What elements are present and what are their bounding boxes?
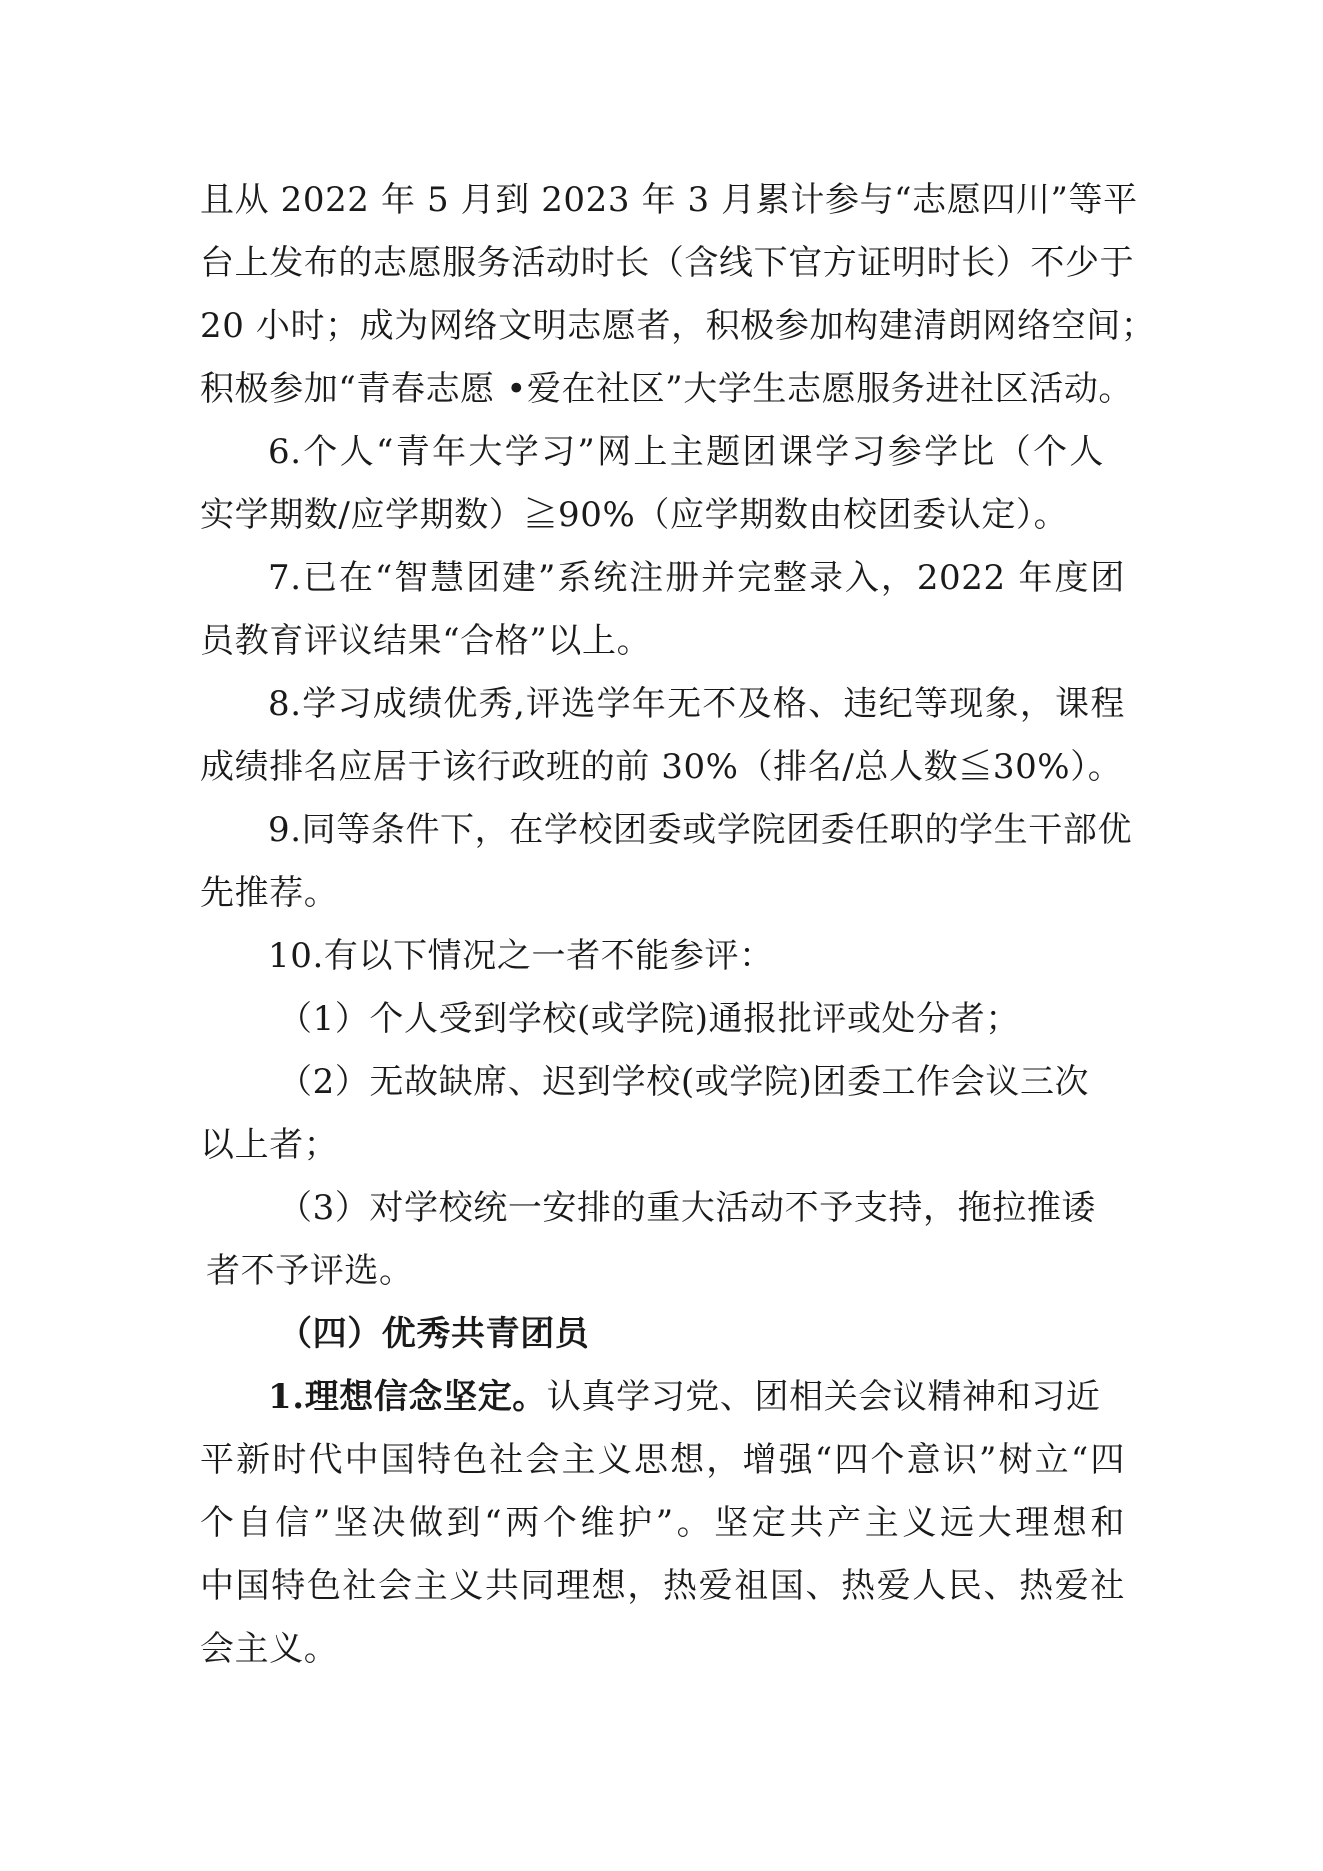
text-line-13: 10.有以下情况之一者不能参评： — [268, 936, 774, 976]
text-line-22: 中国特色社会主义共同理想，热爱祖国、热爱人民、热爱社 — [200, 1566, 1125, 1606]
section-heading: （四）优秀共青团员 — [278, 1314, 590, 1354]
text-line-14: （1）个人受到学校(或学院)通报批评或处分者； — [278, 999, 1020, 1039]
text-line-7: 7.已在“智慧团建”系统注册并完整录入，2022 年度团 — [268, 558, 1125, 598]
bold-lead-phrase: 1.理想信念坚定。 — [268, 1377, 547, 1417]
text-line-12: 先推荐。 — [200, 873, 339, 913]
text-line-9: 8.学习成绩优秀,评选学年无不及格、违纪等现象，课程 — [268, 684, 1125, 724]
text-line-3: 20 小时；成为网络文明志愿者，积极参加构建清朗网络空间； — [200, 306, 1156, 346]
text-line-19-rest: 认真学习党、团相关会议精神和习近 — [546, 1377, 1101, 1417]
text-line-23: 会主义。 — [200, 1629, 339, 1669]
text-line-17: （3）对学校统一安排的重大活动不予支持，拖拉推诿 — [278, 1188, 1097, 1228]
text-line-5: 6.个人“青年大学习”网上主题团课学习参学比（个人 — [268, 432, 1104, 472]
text-line-1: 且从 2022 年 5 月到 2023 年 3 月累计参与“志愿四川”等平 — [200, 180, 1138, 220]
text-line-8: 员教育评议结果“合格”以上。 — [200, 621, 652, 661]
text-line-21: 个自信”坚决做到“两个维护”。坚定共产主义远大理想和 — [200, 1503, 1125, 1543]
text-line-2: 台上发布的志愿服务活动时长（含线下官方证明时长）不少于 — [200, 243, 1135, 283]
text-line-20: 平新时代中国特色社会主义思想，增强“四个意识”树立“四 — [200, 1440, 1125, 1480]
text-line-6: 实学期数/应学期数）≧90%（应学期数由校团委认定）。 — [200, 495, 1069, 535]
text-line-10: 成绩排名应居于该行政班的前 30%（排名/总人数≦30%）。 — [200, 747, 1123, 787]
text-line-11: 9.同等条件下，在学校团委或学院团委任职的学生干部优 — [268, 810, 1133, 850]
text-line-4: 积极参加“青春志愿 •爱在社区”大学生志愿服务进社区活动。 — [200, 369, 1134, 409]
text-line-18: 者不予评选。 — [206, 1251, 414, 1291]
text-line-15: （2）无故缺席、迟到学校(或学院)团委工作会议三次 — [278, 1062, 1090, 1102]
text-line-16: 以上者； — [200, 1125, 339, 1165]
text-line-19 — [268, 1377, 1125, 1417]
